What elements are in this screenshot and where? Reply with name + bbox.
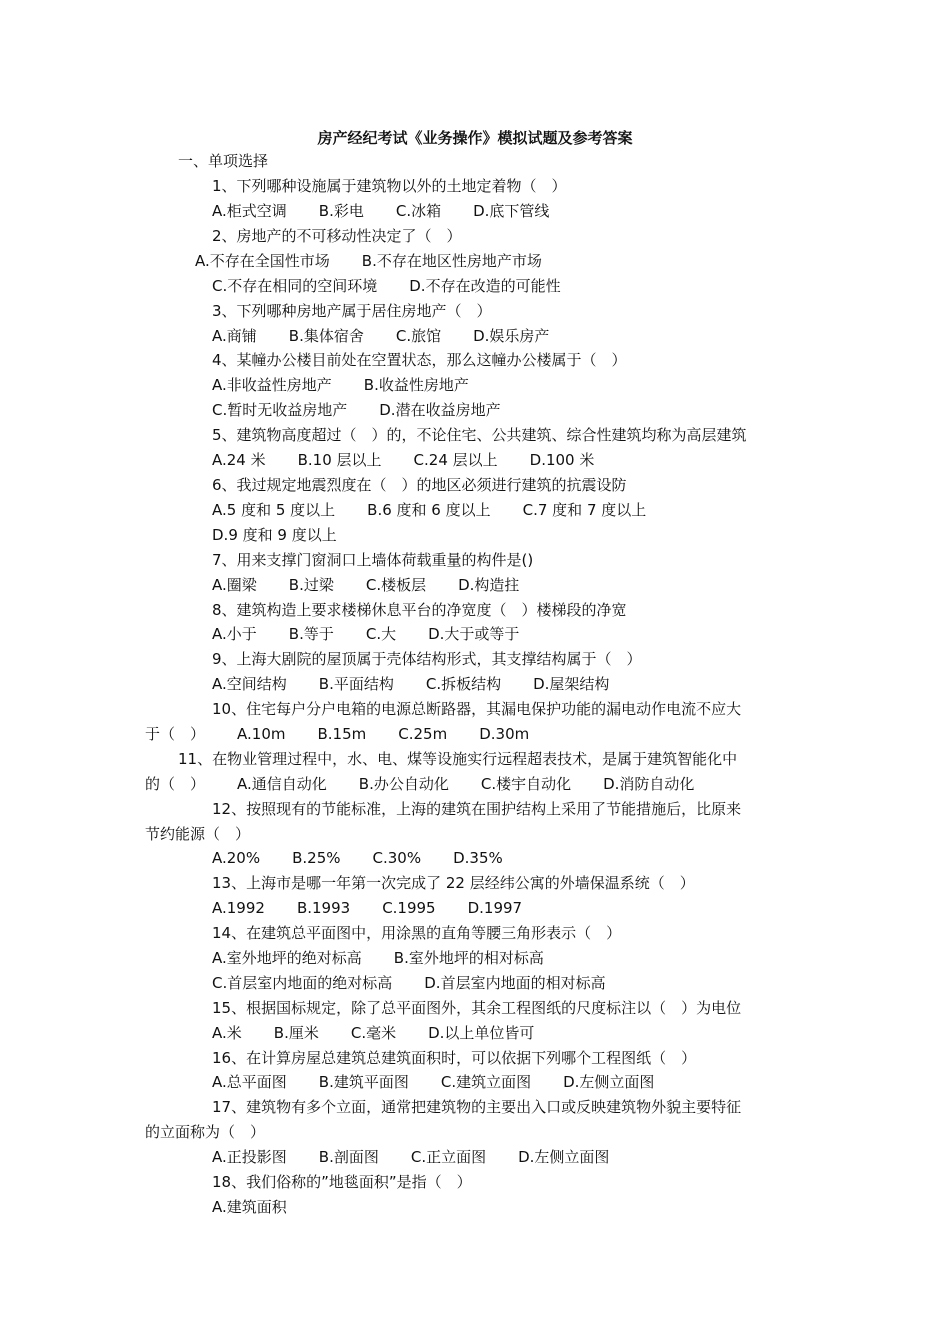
option: C.旅馆 — [395, 327, 442, 345]
option: B.等于 — [288, 625, 334, 643]
option: A.10m — [237, 725, 286, 743]
question-8-options — [212, 622, 519, 647]
option: C.楼板层 — [365, 576, 427, 594]
question-15-options — [212, 1021, 534, 1046]
question-4-options-a — [212, 373, 469, 398]
option: C.30% — [372, 849, 422, 867]
question-6-options — [212, 498, 646, 523]
option: C.25m — [398, 725, 448, 743]
option: A.20% — [212, 849, 261, 867]
question-13-options — [212, 896, 522, 921]
question-4-options-b — [212, 398, 501, 423]
question-text: 的（ ） — [145, 775, 206, 793]
question-12-continued: 节约能源（ ） — [145, 825, 251, 843]
option: C.暂时无收益房地产 — [212, 401, 348, 419]
option: B.过梁 — [288, 576, 334, 594]
option: B.彩电 — [318, 202, 364, 220]
question-2: 2、房地产的不可移动性决定了（ ） — [212, 227, 462, 245]
option: D.以上单位皆可 — [428, 1024, 535, 1042]
question-10: 10、住宅每户分户电箱的电源总断路器，其漏电保护功能的漏电动作电流不应大 — [212, 700, 742, 718]
question-1-options — [212, 199, 549, 224]
section-heading: 一、单项选择 — [178, 152, 269, 170]
question-18: 18、我们俗称的”地毯面积”是指（ ） — [212, 1173, 472, 1191]
option: A.1992 — [212, 899, 265, 917]
question-17-continued: 的立面称为（ ） — [145, 1123, 266, 1141]
question-6: 6、我过规定地震烈度在（ ）的地区必须进行建筑的抗震设防 — [212, 476, 627, 494]
option: C.毫米 — [350, 1024, 397, 1042]
option: A.空间结构 — [212, 675, 287, 693]
option: C.首层室内地面的绝对标高 — [212, 974, 393, 992]
option: C.不存在相同的空间环境 — [212, 277, 378, 295]
option: C.建筑立面图 — [440, 1073, 532, 1091]
question-2-options-b — [212, 274, 561, 299]
option: A.通信自动化 — [237, 775, 327, 793]
question-14: 14、在建筑总平面图中，用涂黑的直角等腰三角形表示（ ） — [212, 924, 622, 942]
option: B.室外地坪的相对标高 — [393, 949, 544, 967]
option: B.厘米 — [273, 1024, 319, 1042]
question-17: 17、建筑物有多个立面，通常把建筑物的主要出入口或反映建筑物外貌主要特征 — [212, 1098, 742, 1116]
question-1: 1、下列哪种设施属于建筑物以外的土地定着物（ ） — [212, 177, 567, 195]
question-3-options — [212, 324, 549, 349]
option: D.娱乐房产 — [473, 327, 550, 345]
option: B.15m — [317, 725, 367, 743]
question-5: 5、建筑物高度超过（ ）的，不论住宅、公共建筑、综合性建筑均称为高层建筑 — [212, 426, 747, 444]
option: A.室外地坪的绝对标高 — [212, 949, 362, 967]
option: B.25% — [292, 849, 341, 867]
option: A.24 米 — [212, 451, 266, 469]
option: D.30m — [479, 725, 530, 743]
option: A.小于 — [212, 625, 257, 643]
option: B.6 度和 6 度以上 — [367, 501, 491, 519]
option: D.不存在改造的可能性 — [409, 277, 561, 295]
option: B.1993 — [296, 899, 351, 917]
option: A.正投影图 — [212, 1148, 287, 1166]
option: A.圈梁 — [212, 576, 257, 594]
question-16: 16、在计算房屋总建筑总建筑面积时，可以依据下列哪个工程图纸（ ） — [212, 1049, 697, 1067]
option: C.冰箱 — [395, 202, 442, 220]
option: A.柜式空调 — [212, 202, 287, 220]
option: B.不存在地区性房地产市场 — [361, 252, 542, 270]
question-9-options — [212, 672, 609, 697]
option: A.米 — [212, 1024, 242, 1042]
question-17-options — [212, 1145, 609, 1170]
option: D.屋架结构 — [533, 675, 610, 693]
question-7: 7、用来支撑门窗洞口上墙体荷载重量的构件是() — [212, 551, 534, 569]
document-title: 房产经纪考试《业务操作》模拟试题及参考答案 — [317, 129, 633, 147]
question-8: 8、建筑构造上要求楼梯休息平台的净宽度（ ）楼梯段的净宽 — [212, 601, 627, 619]
option: C.大 — [365, 625, 397, 643]
question-14-options-a — [212, 946, 544, 971]
option: D.首层室内地面的相对标高 — [424, 974, 606, 992]
option: C.正立面图 — [410, 1148, 487, 1166]
option: D.底下管线 — [473, 202, 550, 220]
question-11: 11、在物业管理过程中，水、电、煤等设施实行远程超表技术，是属于建筑智能化中 — [178, 750, 738, 768]
question-13: 13、上海市是哪一年第一次完成了 22 层经纬公寓的外墙保温系统（ ） — [212, 874, 695, 892]
option: A.总平面图 — [212, 1073, 287, 1091]
option: D.1997 — [467, 899, 523, 917]
option: D.潜在收益房地产 — [379, 401, 501, 419]
question-7-options — [212, 573, 519, 598]
question-14-options-b — [212, 971, 606, 996]
question-5-options — [212, 448, 594, 473]
question-6-option-d: D.9 度和 9 度以上 — [212, 526, 337, 544]
question-2-options-a — [195, 249, 542, 274]
option: C.24 层以上 — [413, 451, 498, 469]
option: C.1995 — [382, 899, 436, 917]
option: C.楼宇自动化 — [480, 775, 572, 793]
option: D.构造拄 — [458, 576, 520, 594]
question-18-option-a: A.建筑面积 — [212, 1198, 287, 1216]
question-16-options — [212, 1070, 654, 1095]
option: A.5 度和 5 度以上 — [212, 501, 336, 519]
question-9: 9、上海大剧院的屋顶属于壳体结构形式，其支撑结构属于（ ） — [212, 650, 642, 668]
option: D.35% — [453, 849, 503, 867]
option: D.左侧立面图 — [563, 1073, 655, 1091]
option: A.不存在全国性市场 — [195, 252, 330, 270]
option: B.收益性房地产 — [363, 376, 469, 394]
option: D.左侧立面图 — [518, 1148, 610, 1166]
option: B.办公自动化 — [358, 775, 449, 793]
question-11-continued — [145, 772, 694, 797]
option: B.平面结构 — [318, 675, 394, 693]
option: A.非收益性房地产 — [212, 376, 332, 394]
question-3: 3、下列哪种房地产属于居住房地产（ ） — [212, 302, 492, 320]
option: D.大于或等于 — [428, 625, 520, 643]
option: B.剖面图 — [318, 1148, 379, 1166]
option: C.7 度和 7 度以上 — [522, 501, 647, 519]
option: B.集体宿舍 — [288, 327, 364, 345]
question-12-options — [212, 846, 503, 871]
question-12: 12、按照现有的节能标准，上海的建筑在围护结构上采用了节能措施后，比原来 — [212, 800, 742, 818]
option: D.消防自动化 — [603, 775, 695, 793]
question-10-continued — [145, 722, 529, 747]
option: B.建筑平面图 — [318, 1073, 409, 1091]
question-4: 4、某幢办公楼目前处在空置状态，那么这幢办公楼属于（ ） — [212, 351, 627, 369]
option: D.100 米 — [529, 451, 595, 469]
option: C.拆板结构 — [425, 675, 502, 693]
question-15: 15、根据国标规定，除了总平面图外，其余工程图纸的尺度标注以（ ）为电位 — [212, 999, 742, 1017]
option: B.10 层以上 — [297, 451, 382, 469]
question-text: 于（ ） — [145, 725, 206, 743]
option: A.商铺 — [212, 327, 257, 345]
